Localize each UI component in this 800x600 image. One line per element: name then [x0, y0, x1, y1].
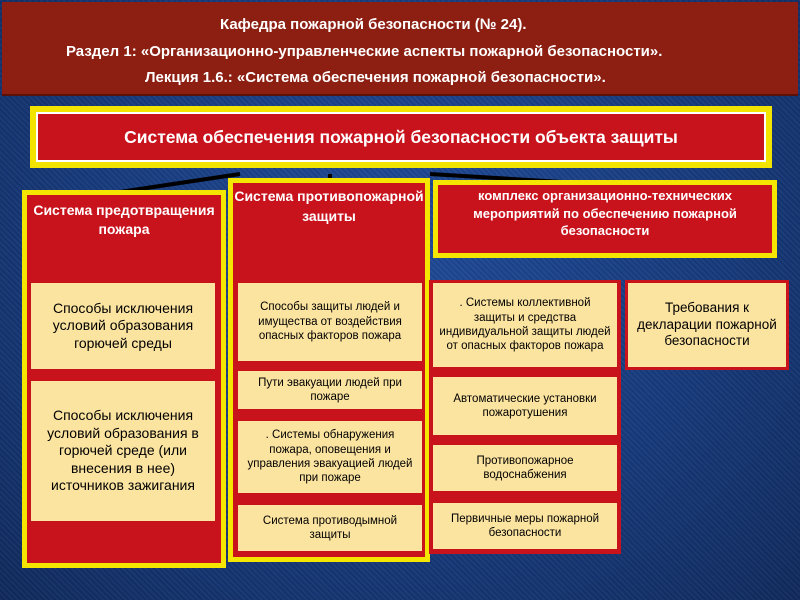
col3-item-2: Автоматические установки пожаротушения [430, 374, 620, 438]
col2-item-4: Система противодымной защиты [235, 502, 425, 554]
col3-item-4: Первичные меры пожарной безопасности [430, 500, 620, 552]
col1-item-1: Способы исключения условий образования горючей среды [28, 280, 218, 372]
col3-title: комплекс организационно-технических мероприятий по обеспечению пожарной безопасности [438, 185, 772, 253]
header-section: Раздел 1: «Организационно-управленческие аспекты пожарной безопасности». [66, 43, 663, 60]
col3-side-item: Требования к декларации пожарной безопасности [625, 280, 789, 370]
col2-item-1: Способы защиты людей и имущества от воздействия опасных факторов пожара [235, 280, 425, 364]
header-lecture: Лекция 1.6.: «Система обеспечения пожарной безопасности». [145, 69, 606, 86]
main-title: Система обеспечения пожарной безопасности объекта защиты [36, 112, 766, 162]
col3-item-3: Противопожарное водоснабжения [430, 442, 620, 494]
col2-title: Система противопожарной защиты [233, 183, 425, 277]
col1-title: Система предотвращения пожара [27, 195, 221, 271]
header-department: Кафедра пожарной безопасности (№ 24). [220, 16, 527, 33]
col2-item-3: . Системы обнаружения пожара, оповещения и управления эвакуацией людей при пожаре [235, 418, 425, 496]
col2-item-2: Пути эвакуации людей при пожаре [235, 368, 425, 412]
col1-item-2: Способы исключения условий образования в горючей среде (или внесения в нее) источников зажигания [28, 378, 218, 524]
col3-item-1: . Системы коллективной защиты и средства индивидуальной защиты людей от опасных факторов пожара [430, 280, 620, 370]
